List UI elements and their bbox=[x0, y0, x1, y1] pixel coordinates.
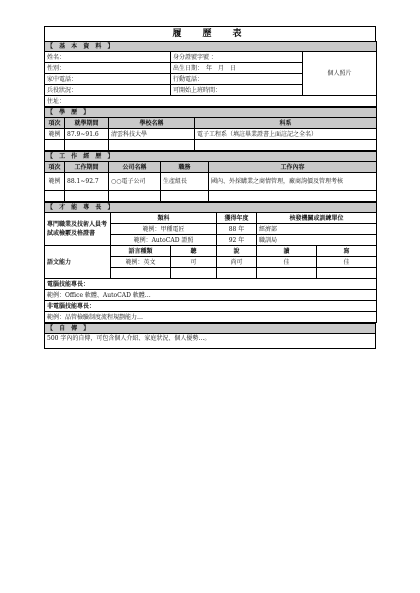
lang-col-type: 語言種類 bbox=[111, 246, 171, 257]
edu-cell[interactable]: 電子工程系（填註畢業證書上面註記之全名） bbox=[195, 129, 377, 140]
work-cell[interactable]: 範例 bbox=[45, 173, 65, 191]
gender-field[interactable]: 性別： bbox=[45, 63, 171, 74]
edu-cell[interactable]: 範例 bbox=[45, 129, 65, 140]
computer-skills-label: 電腦技能專長： bbox=[45, 279, 377, 290]
table-row bbox=[45, 140, 377, 151]
work-cell[interactable] bbox=[161, 191, 209, 202]
work-cell[interactable]: 生產組長 bbox=[161, 173, 209, 191]
work-col-duties: 工作內容 bbox=[209, 162, 377, 173]
name-field[interactable]: 姓名： bbox=[45, 52, 171, 63]
address-field[interactable]: 住址： bbox=[45, 96, 377, 107]
lang-cell[interactable]: 佳 bbox=[317, 257, 377, 268]
lang-cell[interactable] bbox=[111, 268, 171, 279]
basic-info-table bbox=[44, 41, 377, 107]
edu-cell[interactable]: 87.9~91.6 bbox=[65, 129, 109, 140]
edu-cell[interactable] bbox=[65, 140, 109, 151]
language-label: 語文能力 bbox=[45, 246, 111, 279]
military-status-field[interactable]: 兵役狀況： bbox=[45, 85, 171, 96]
edu-cell[interactable]: 清雲科技大學 bbox=[109, 129, 195, 140]
work-cell[interactable] bbox=[109, 191, 161, 202]
cert-cell[interactable]: 職訓局 bbox=[257, 235, 377, 246]
lang-col-listen: 聽 bbox=[171, 246, 217, 257]
work-col-index: 項次 bbox=[45, 162, 65, 173]
edu-col-index: 項次 bbox=[45, 118, 65, 129]
lang-cell[interactable] bbox=[217, 268, 257, 279]
basic-section-header: 【 基 本 資 料 】 bbox=[45, 42, 377, 52]
autobiography-table bbox=[44, 323, 376, 349]
certificate-label: 專門職業及技術人員考試或檢覈及格證書 bbox=[45, 213, 111, 246]
lang-cell[interactable] bbox=[257, 268, 317, 279]
cert-cell[interactable]: 範例：甲種電匠 bbox=[111, 224, 217, 235]
resume-form bbox=[44, 26, 376, 349]
table-row bbox=[45, 129, 377, 140]
lang-cell[interactable]: 尚可 bbox=[217, 257, 257, 268]
lang-cell[interactable]: 可 bbox=[171, 257, 217, 268]
lang-cell[interactable]: 範例：英文 bbox=[111, 257, 171, 268]
work-col-position: 職務 bbox=[161, 162, 209, 173]
mobile-phone-field[interactable]: 行動電話： bbox=[171, 74, 303, 85]
cert-col-category: 類科 bbox=[111, 213, 217, 224]
cert-col-issuer: 核發機關或訓練單位 bbox=[257, 213, 377, 224]
work-col-period: 工作期間 bbox=[65, 162, 109, 173]
page-title: 履 歷 表 bbox=[44, 26, 376, 41]
cert-cell[interactable]: 經濟部 bbox=[257, 224, 377, 235]
edu-cell[interactable] bbox=[109, 140, 195, 151]
edu-col-period: 就學期間 bbox=[65, 118, 109, 129]
cert-cell[interactable]: 範例：AutoCAD 證照 bbox=[111, 235, 217, 246]
work-table bbox=[44, 151, 377, 202]
work-cell[interactable]: 國內、外採購業之商情管理，廠商詢價及管理考核 bbox=[209, 173, 377, 191]
autobiography-field[interactable]: 500 字內的自傳，可包含個人介紹、家庭狀況、個人優勢…。 bbox=[45, 334, 376, 349]
work-cell[interactable] bbox=[65, 191, 109, 202]
education-table bbox=[44, 107, 377, 151]
lang-col-write: 寫 bbox=[317, 246, 377, 257]
computer-skills-field[interactable]: 範例：Office 軟體、AutoCAD 軟體… bbox=[45, 290, 377, 301]
skills-section-header: 【 才 能 專 長 】 bbox=[45, 203, 377, 213]
cert-cell[interactable]: 88 年 bbox=[217, 224, 257, 235]
lang-col-read: 讀 bbox=[257, 246, 317, 257]
noncomputer-skills-label: 非電腦技能專長： bbox=[45, 301, 377, 312]
work-cell[interactable] bbox=[209, 191, 377, 202]
lang-cell[interactable] bbox=[317, 268, 377, 279]
edu-cell[interactable] bbox=[195, 140, 377, 151]
work-section-header: 【 工 作 經 歷 】 bbox=[45, 152, 377, 162]
education-section-header: 【 學 歷 】 bbox=[45, 108, 377, 118]
photo-box[interactable]: 個人照片 bbox=[303, 52, 377, 96]
start-date-field[interactable]: 可開始上班時間： bbox=[171, 85, 303, 96]
work-cell[interactable]: ○○電子公司 bbox=[109, 173, 161, 191]
table-row bbox=[45, 191, 377, 202]
lang-col-speak: 說 bbox=[217, 246, 257, 257]
home-phone-field[interactable]: 家中電話： bbox=[45, 74, 171, 85]
cert-col-year: 獲得年度 bbox=[217, 213, 257, 224]
work-cell[interactable] bbox=[45, 191, 65, 202]
noncomputer-skills-field[interactable]: 範例：品管檢驗制度流程規劃能力… bbox=[45, 312, 377, 323]
edu-cell[interactable] bbox=[45, 140, 65, 151]
cert-cell[interactable]: 92 年 bbox=[217, 235, 257, 246]
work-col-company: 公司名稱 bbox=[109, 162, 161, 173]
work-cell[interactable]: 88.1~92.7 bbox=[65, 173, 109, 191]
table-row bbox=[45, 173, 377, 191]
skills-table bbox=[44, 202, 377, 323]
edu-col-school: 學校名稱 bbox=[109, 118, 195, 129]
lang-cell[interactable] bbox=[171, 268, 217, 279]
birth-date-field[interactable]: 出生日期： 年 月 日 bbox=[171, 63, 303, 74]
lang-cell[interactable]: 佳 bbox=[257, 257, 317, 268]
id-number-field[interactable]: 身分證號字號 ： bbox=[171, 52, 303, 63]
autobiography-section-header: 【 自 傳 】 bbox=[45, 324, 376, 334]
edu-col-department: 科系 bbox=[195, 118, 377, 129]
